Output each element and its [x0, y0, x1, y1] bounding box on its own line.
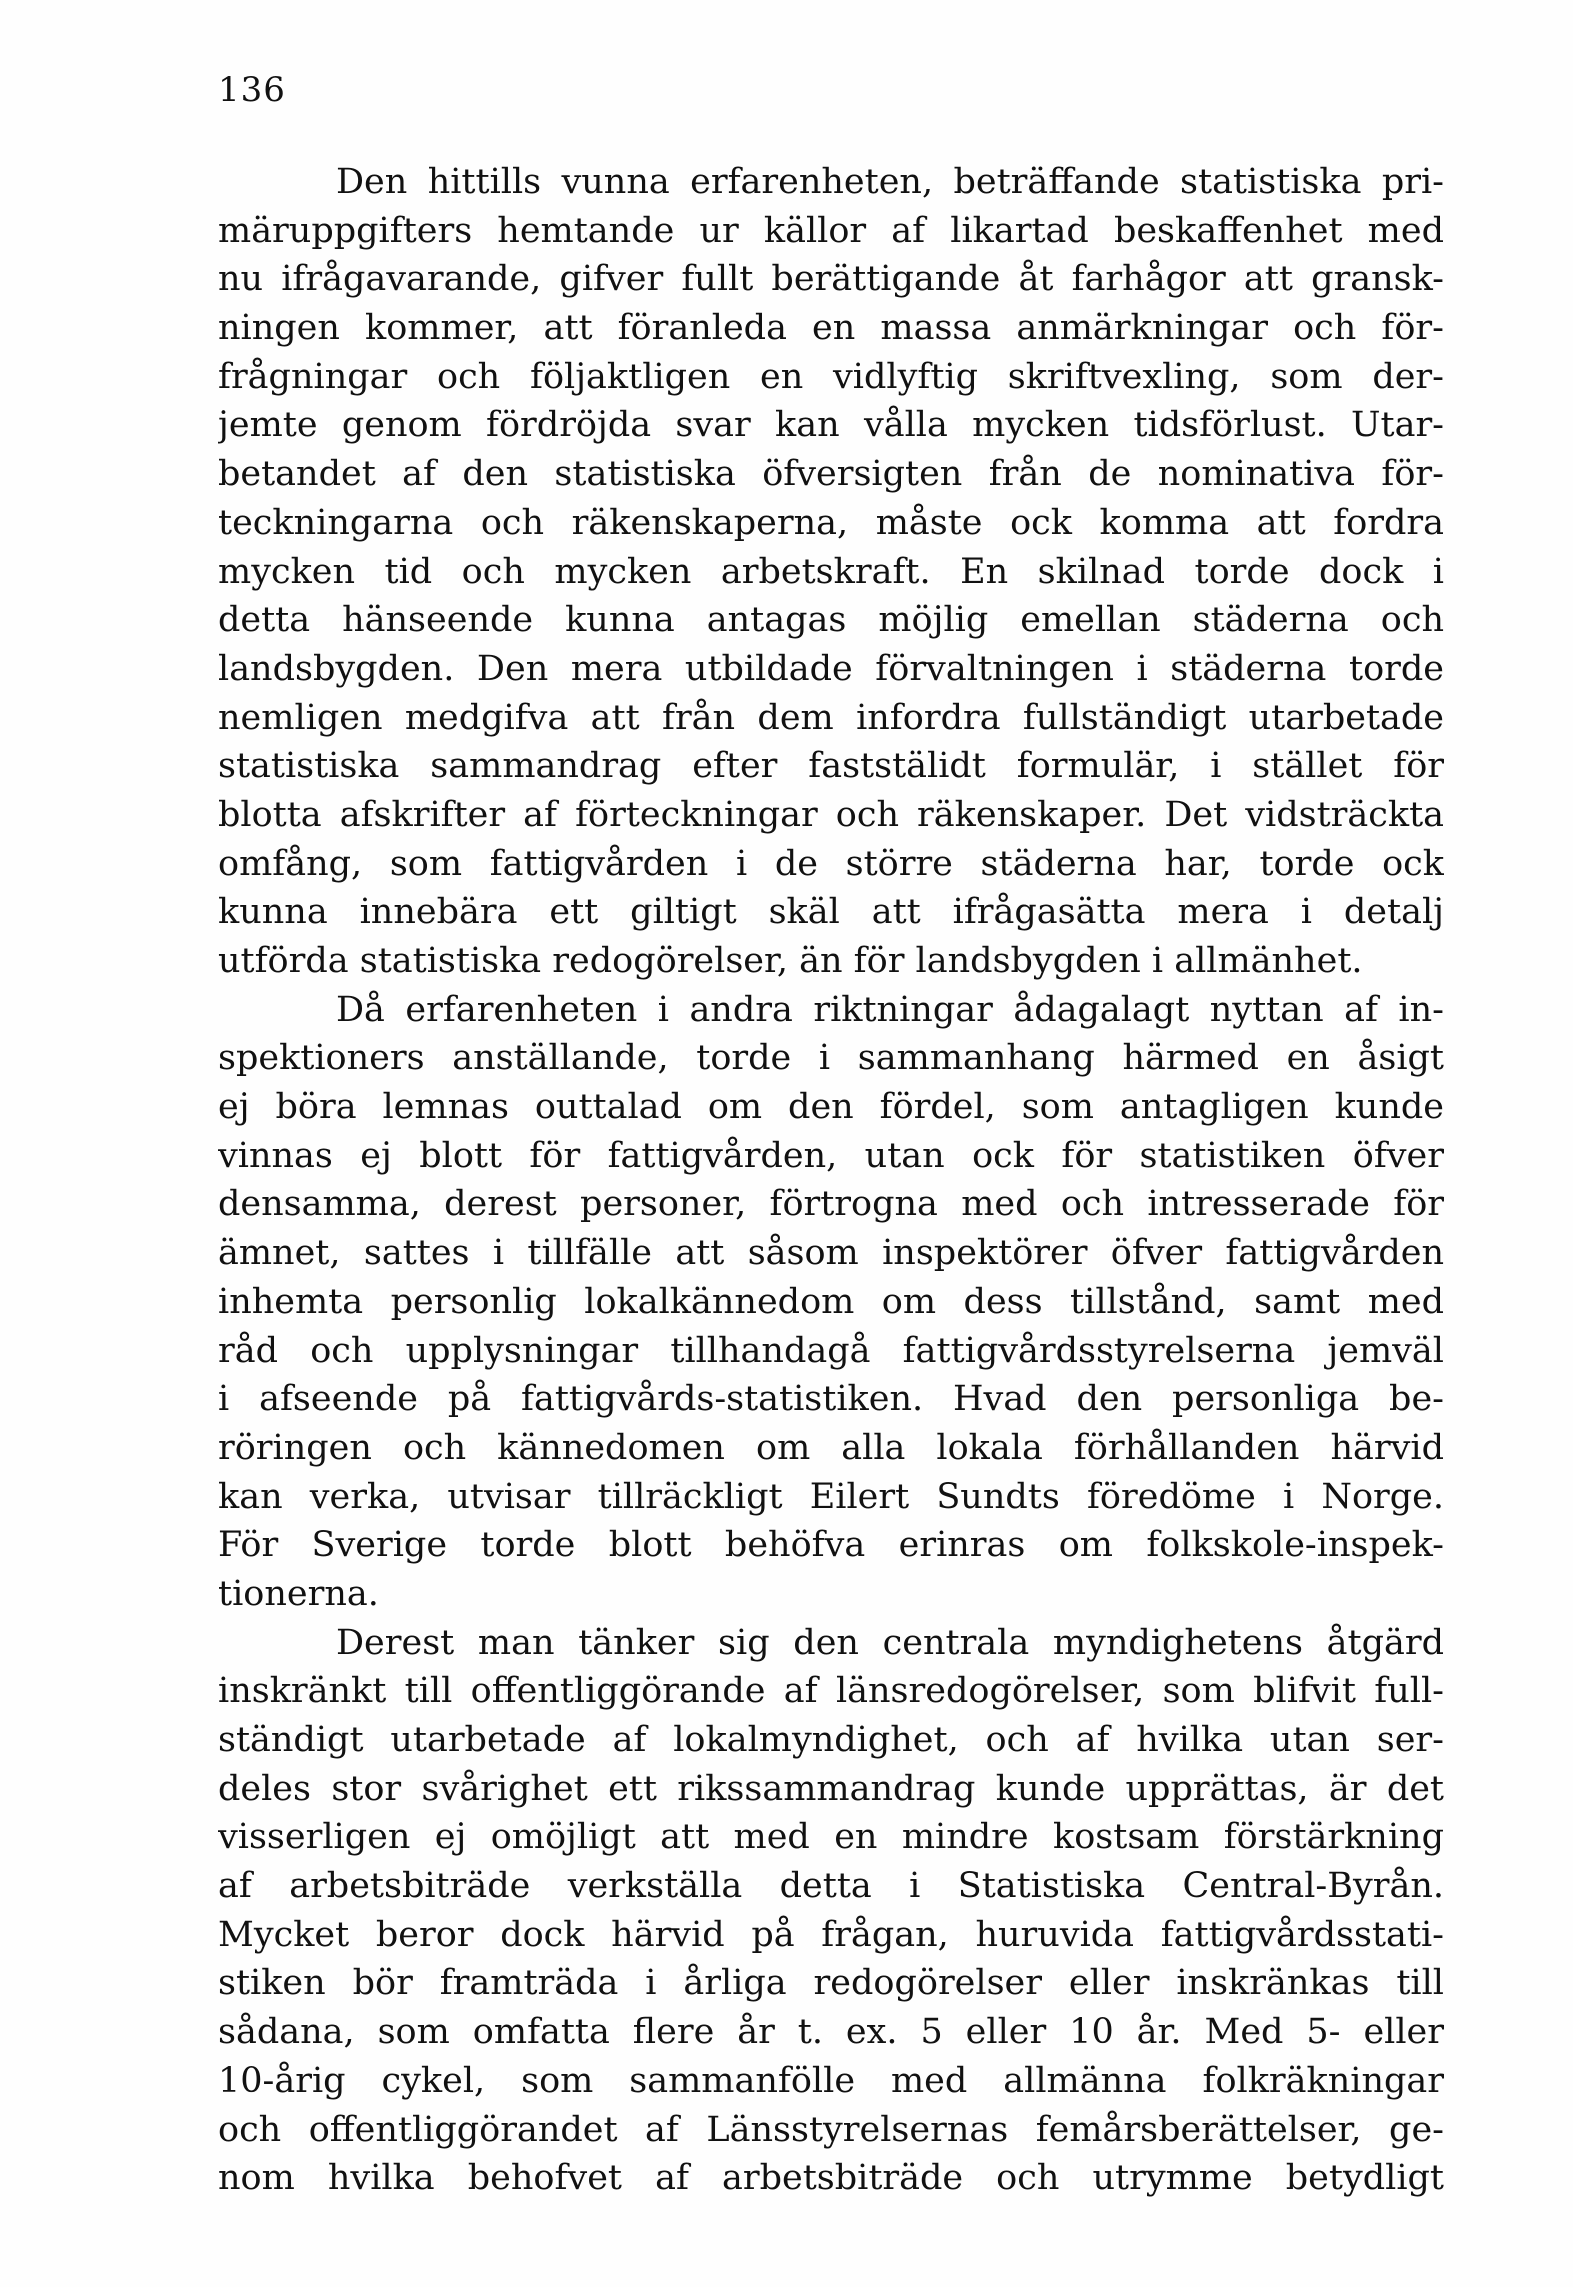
text-line: frågningar och följaktligen en vidlyftig skriftvexling, som der- [218, 356, 1444, 397]
text-line: vinnas ej blott för fattigvården, utan ock för statistiken öfver [218, 1135, 1444, 1176]
text-line: densamma, derest personer, förtrogna med och intresserade för [218, 1184, 1444, 1225]
text-line: Då erfarenheten i andra riktningar ådagalagt nyttan af in- [336, 989, 1444, 1030]
text-line: nu ifrågavarande, gifver fullt berättigande åt farhågor att gransk- [218, 259, 1444, 300]
text-line: af arbetsbiträde verkställa detta i Statistiska Central-Byrån. [218, 1866, 1444, 1907]
text-line: och offentliggörandet af Länsstyrelsernas femårsberättelser, ge- [218, 2109, 1444, 2150]
text-line: omfång, som fattigvården i de större städerna har, torde ock [218, 843, 1444, 884]
text-line: ej böra lemnas outtalad om den fördel, som antagligen kunde [218, 1087, 1444, 1128]
text-line: statistiska sammandrag efter faststälidt formulär, i stället för [218, 746, 1444, 787]
text-line: Den hittills vunna erfarenheten, beträffande statistiska pri- [336, 162, 1444, 202]
text-line: jemte genom fördröjda svar kan vålla mycken tidsförlust. Utar- [218, 405, 1444, 446]
text-line: råd och upplysningar tillhandagå fattigvårdsstyrelserna jemväl [218, 1330, 1444, 1371]
text-line: landsbygden. Den mera utbildade förvaltningen i städerna torde [218, 648, 1444, 689]
body-text [218, 158, 1444, 2203]
text-line: teckningarna och räkenskaperna, måste ock komma att fordra [218, 502, 1444, 543]
text-line: detta hänseende kunna antagas möjlig emellan städerna och [218, 600, 1444, 641]
text-line: visserligen ej omöjligt att med en mindre kostsam förstärkning [218, 1817, 1444, 1858]
text-line: ständigt utarbetade af lokalmyndighet, och af hvilka utan ser- [218, 1720, 1444, 1760]
text-line: utförda statistiska redogörelser, än för landsbygden i allmänhet. [218, 941, 1363, 981]
page-number: 136 [218, 70, 286, 110]
text-line: ningen kommer, att föranleda en massa anmärkningar och för- [218, 308, 1444, 349]
text-line: För Sverige torde blott behöfva erinras om folkskole-inspek- [218, 1525, 1444, 1566]
text-line: blotta afskrifter af förteckningar och räkenskaper. Det vidsträckta [218, 794, 1444, 835]
text-line: mycken tid och mycken arbetskraft. En skilnad torde dock i [218, 551, 1444, 592]
text-line: ämnet, sattes i tillfälle att såsom inspektörer öfver fattigvården [218, 1233, 1444, 1274]
text-line: 10-årig cykel, som sammanfölle med allmänna folkräkningar [218, 2060, 1444, 2101]
text-line: Mycket beror dock härvid på frågan, huruvida fattigvårdsstati- [218, 1914, 1444, 1955]
text-line: deles stor svårighet ett rikssammandrag kunde upprättas, är det [218, 1768, 1444, 1809]
text-line: nemligen medgifva att från dem infordra fullständigt utarbetade [218, 697, 1444, 738]
text-line: stiken bör framträda i årliga redogörelser eller inskränkas till [218, 1963, 1444, 2004]
text-line: kan verka, utvisar tillräckligt Eilert Sundts föredöme i Norge. [218, 1476, 1444, 1517]
text-line: inskränkt till offentliggörande af länsredogörelser, som blifvit full- [218, 1671, 1444, 1712]
text-line: inhemta personlig lokalkännedom om dess tillstånd, samt med [218, 1281, 1444, 1322]
text-line: kunna innebära ett giltigt skäl att ifrågasätta mera i detalj [218, 892, 1444, 933]
text-line: betandet af den statistiska öfversigten från de nominativa för- [218, 454, 1444, 495]
text-line: i afseende på fattigvårds-statistiken. Hvad den personliga be- [218, 1379, 1444, 1420]
text-line: Derest man tänker sig den centrala myndighetens åtgärd [336, 1622, 1444, 1663]
text-line: sådana, som omfatta flere år t. ex. 5 eller 10 år. Med 5- eller [218, 2012, 1444, 2053]
text-line: röringen och kännedomen om alla lokala förhållanden härvid [218, 1427, 1444, 1468]
text-line: spektioners anställande, torde i sammanhang härmed en åsigt [218, 1038, 1444, 1079]
text-line: tionerna. [218, 1573, 379, 1614]
text-line: märuppgifters hemtande ur källor af likartad beskaffenhet med [218, 210, 1444, 251]
text-line: nom hvilka behofvet af arbetsbiträde och utrymme betydligt [218, 2158, 1444, 2199]
